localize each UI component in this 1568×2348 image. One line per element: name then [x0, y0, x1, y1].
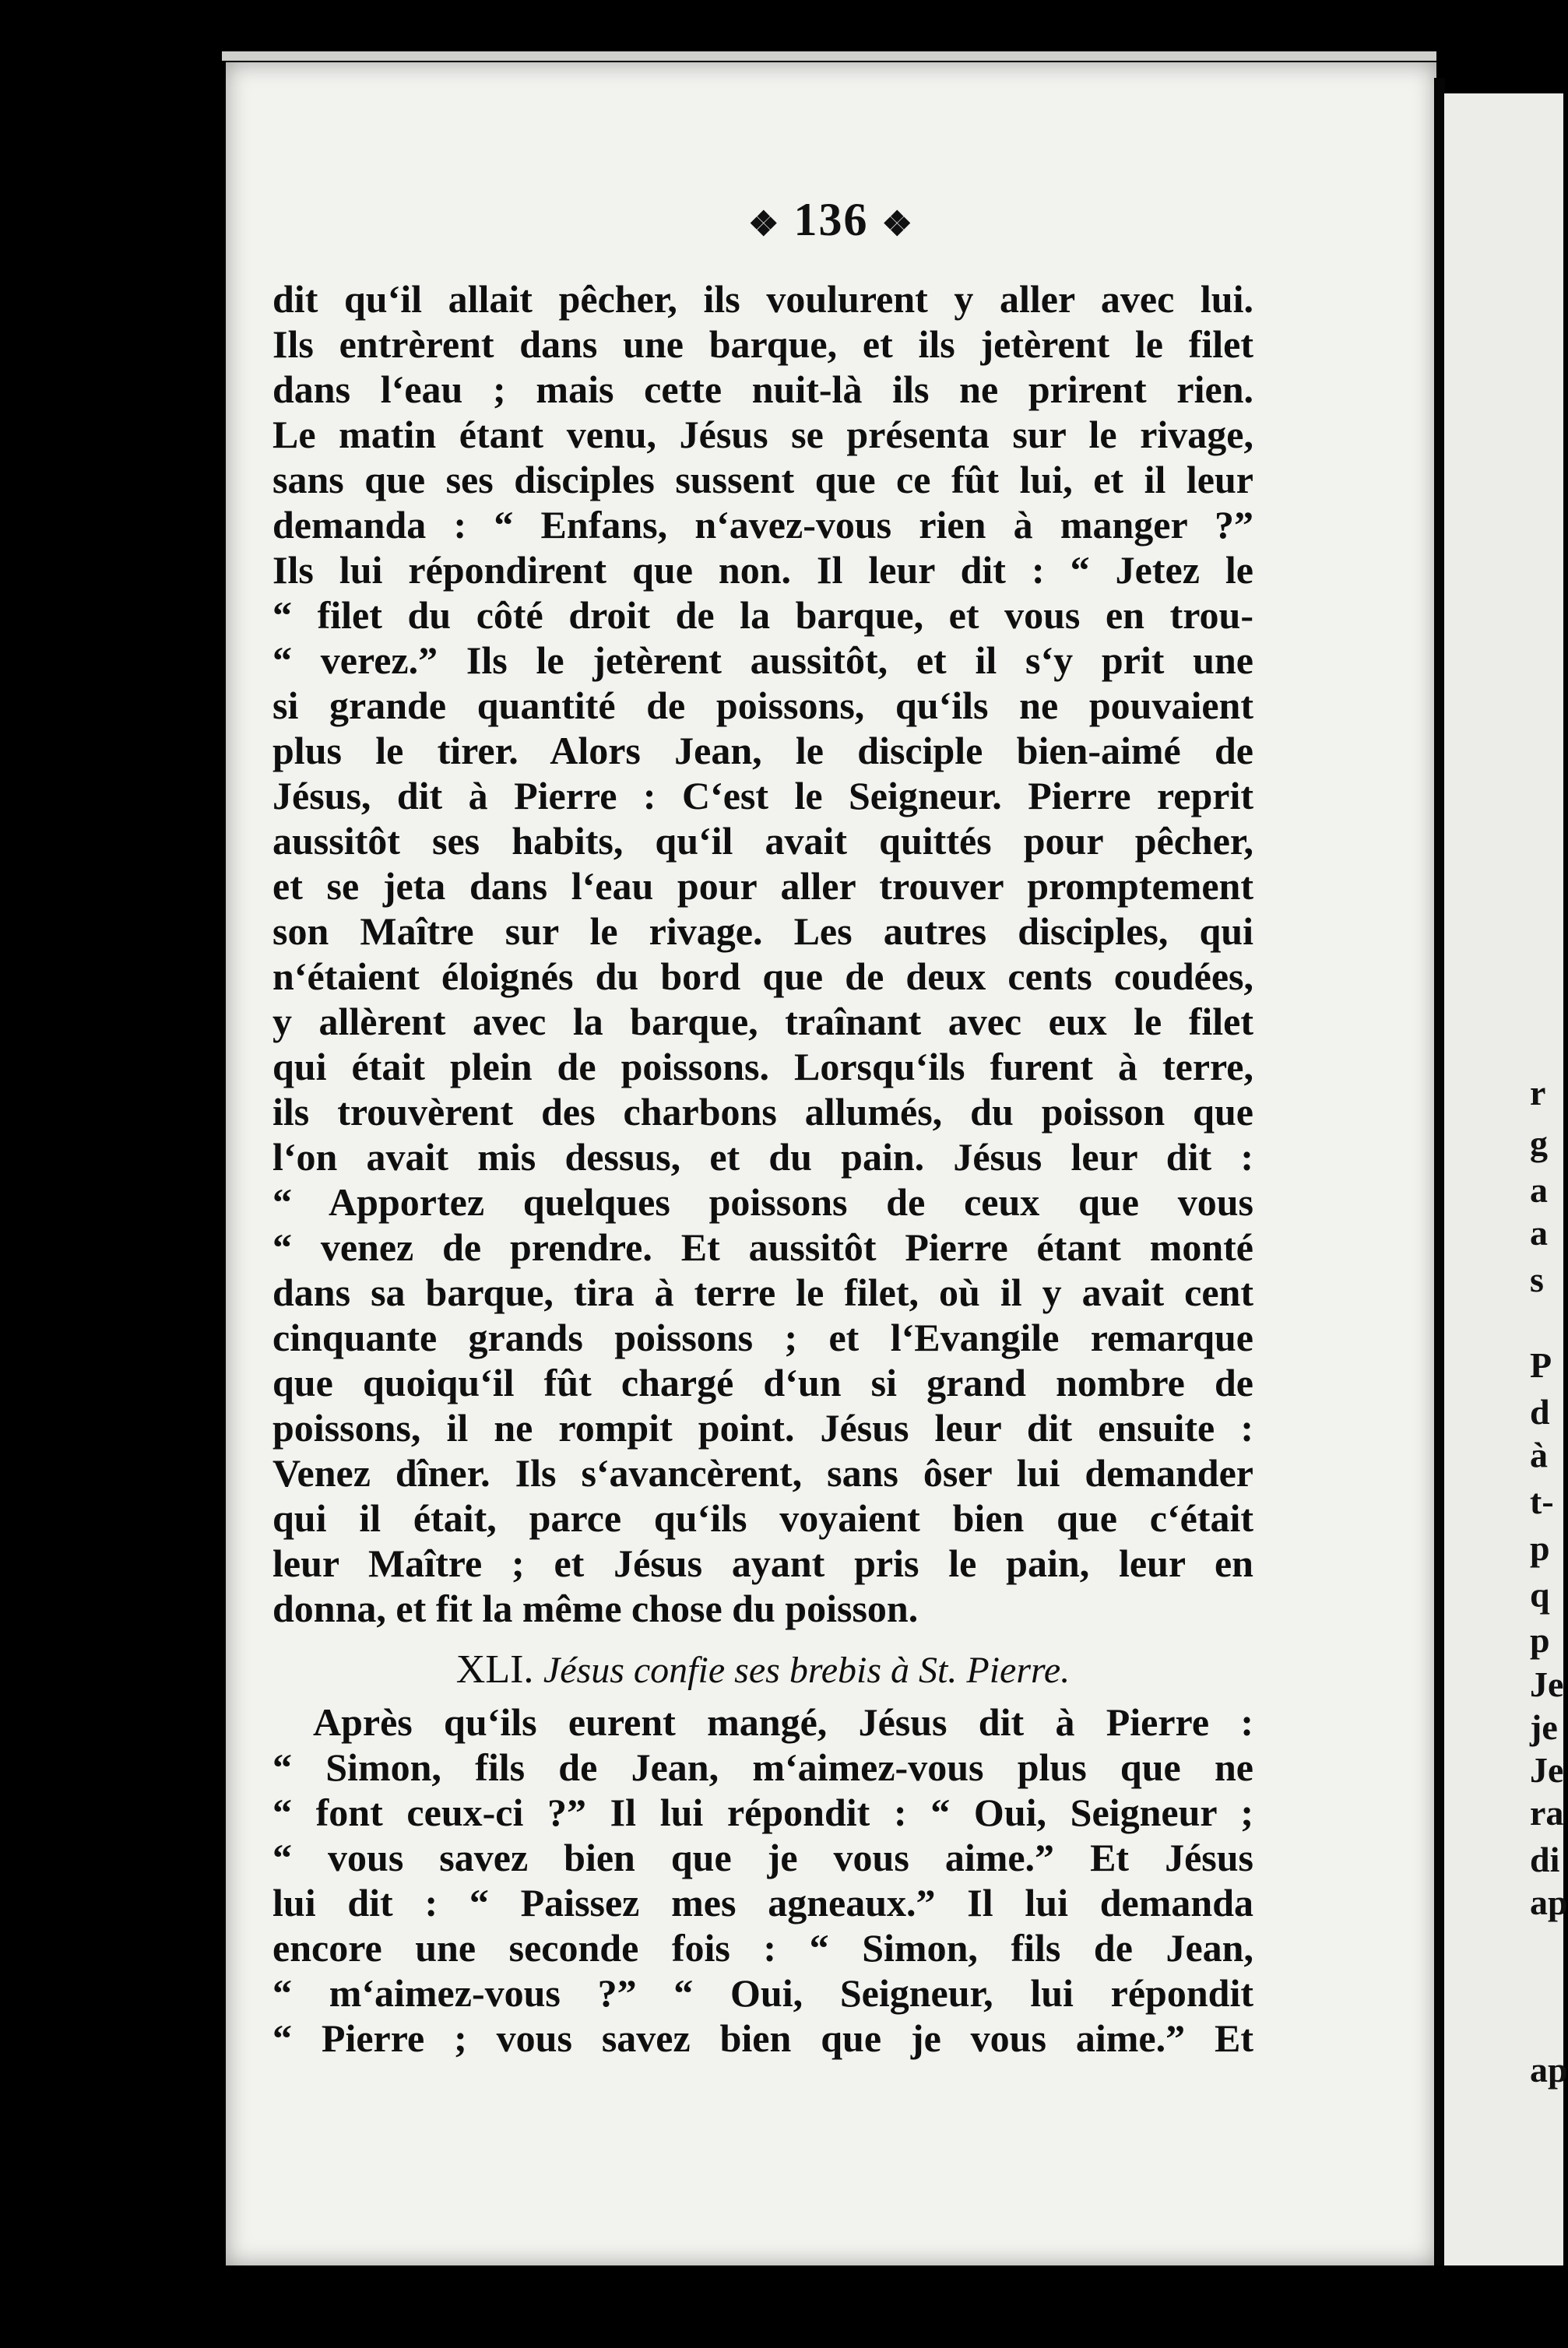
text-line: dans sa barque, tira à terre le filet, où il y avait cent — [272, 1271, 1253, 1314]
text-line: poissons, il ne rompit point. Jésus leur dit ensuite : — [272, 1406, 1253, 1450]
section-heading — [272, 1639, 1253, 1699]
text-line: n‘étaient éloignés du bord que de deux cents coudées, — [272, 954, 1253, 998]
text-line: “ filet du côté droit de la barque, et vous en trou- — [272, 593, 1253, 637]
facing-page-fragment: Je — [1530, 1750, 1564, 1790]
facing-page-fragment: Je — [1530, 1664, 1564, 1704]
facing-page-fragment: ap — [1530, 1882, 1568, 1922]
book-page — [226, 62, 1436, 2265]
gutter-shadow — [1434, 78, 1445, 2265]
facing-page-fragment: d — [1530, 1392, 1550, 1432]
text-line: plus le tirer. Alors Jean, le disciple bien-aimé de — [272, 729, 1253, 772]
text-line: y allèrent avec la barque, traînant avec eux le filet — [272, 1000, 1253, 1043]
facing-page-fragment: ra — [1530, 1793, 1564, 1833]
facing-page-fragment: je — [1530, 1707, 1558, 1747]
text-line: cinquante grands poissons ; et l‘Evangile remarque — [272, 1316, 1253, 1359]
text-line: “ Apportez quelques poissons de ceux que vous — [272, 1180, 1253, 1224]
facing-page-fragment: p — [1530, 1620, 1550, 1660]
text-line: Après qu‘ils eurent mangé, Jésus dit à Pierre : — [313, 1700, 1253, 1744]
facing-page-fragment: di — [1530, 1840, 1560, 1879]
page-body — [272, 276, 1253, 2061]
facing-page-fragment: à — [1530, 1435, 1548, 1475]
page-number: 136 — [793, 194, 869, 245]
text-line: “ Pierre ; vous savez bien que je vous aime.” Et — [272, 2016, 1253, 2060]
facing-page-fragment: a — [1530, 1170, 1548, 1210]
text-line: “ verez.” Ils le jetèrent aussitôt, et il s‘y prit une — [272, 638, 1253, 682]
text-line: dans l‘eau ; mais cette nuit-là ils ne prirent rien. — [272, 367, 1253, 411]
text-line: encore une seconde fois : “ Simon, fils de Jean, — [272, 1926, 1253, 1970]
text-line: “ Simon, fils de Jean, m‘aimez-vous plus que ne — [272, 1745, 1253, 1789]
facing-page-fragment: r — [1530, 1073, 1546, 1112]
ornament-right-icon: ❖ — [881, 205, 914, 244]
facing-page-fragment: q — [1530, 1575, 1550, 1615]
text-line: Ils entrèrent dans une barque, et ils jetèrent le filet — [272, 322, 1253, 366]
text-line: Jésus, dit à Pierre : C‘est le Seigneur. Pierre reprit — [272, 774, 1253, 817]
text-line: Ils lui répondirent que non. Il leur dit : “ Jetez le — [272, 548, 1253, 592]
text-line: aussitôt ses habits, qu‘il avait quittés pour pêcher, — [272, 819, 1253, 863]
text-line: “ venez de prendre. Et aussitôt Pierre étant monté — [272, 1225, 1253, 1269]
text-line: et se jeta dans l‘eau pour aller trouver promptement — [272, 864, 1253, 908]
text-line: sans que ses disciples sussent que ce fût lui, et il leur — [272, 458, 1253, 501]
text-line: dit qu‘il allait pêcher, ils voulurent y aller avec lui. — [272, 277, 1253, 321]
text-line: lui dit : “ Paissez mes agneaux.” Il lui demanda — [272, 1881, 1253, 1924]
text-line: Le matin étant venu, Jésus se présenta sur le rivage, — [272, 413, 1253, 456]
facing-page-fragment: p — [1530, 1528, 1550, 1568]
facing-page-fragment: s — [1530, 1260, 1544, 1299]
text-line: si grande quantité de poissons, qu‘ils ne pouvaient — [272, 684, 1253, 727]
text-line: “ vous savez bien que je vous aime.” Et Jésus — [272, 1836, 1253, 1879]
facing-page-fragment: g — [1530, 1123, 1548, 1163]
text-line: demanda : “ Enfans, n‘avez-vous rien à manger ?” — [272, 503, 1253, 547]
text-line: ils trouvèrent des charbons allumés, du poisson que — [272, 1090, 1253, 1134]
text-line: donna, et fit la même chose du poisson. — [272, 1587, 919, 1630]
facing-page-fragment: t- — [1530, 1482, 1554, 1521]
facing-page-fragment: P — [1530, 1345, 1552, 1385]
section-title: Jésus confie ses brebis à St. Pierre. — [543, 1650, 1071, 1691]
page-header — [226, 193, 1436, 247]
section-number: XLI. — [455, 1647, 534, 1692]
text-line: son Maître sur le rivage. Les autres disciples, qui — [272, 909, 1253, 953]
page-top-edge — [222, 51, 1436, 61]
ornament-left-icon: ❖ — [748, 205, 781, 244]
text-line: l‘on avait mis dessus, et du pain. Jésus leur dit : — [272, 1135, 1253, 1179]
text-line: leur Maître ; et Jésus ayant pris le pain, leur en — [272, 1541, 1253, 1585]
text-line: “ font ceux-ci ?” Il lui répondit : “ Oui, Seigneur ; — [272, 1791, 1253, 1834]
facing-page-fragment: a — [1530, 1213, 1548, 1253]
text-line: que quoiqu‘il fût chargé d‘un si grand nombre de — [272, 1361, 1253, 1404]
facing-page-fragment: ap — [1530, 2050, 1568, 2090]
text-line: “ m‘aimez-vous ?” “ Oui, Seigneur, lui répondit — [272, 1971, 1253, 2015]
text-line: qui était plein de poissons. Lorsqu‘ils furent à terre, — [272, 1045, 1253, 1088]
text-line: qui il était, parce qu‘ils voyaient bien que c‘était — [272, 1496, 1253, 1540]
text-line: Venez dîner. Ils s‘avancèrent, sans ôser lui demander — [272, 1451, 1253, 1495]
